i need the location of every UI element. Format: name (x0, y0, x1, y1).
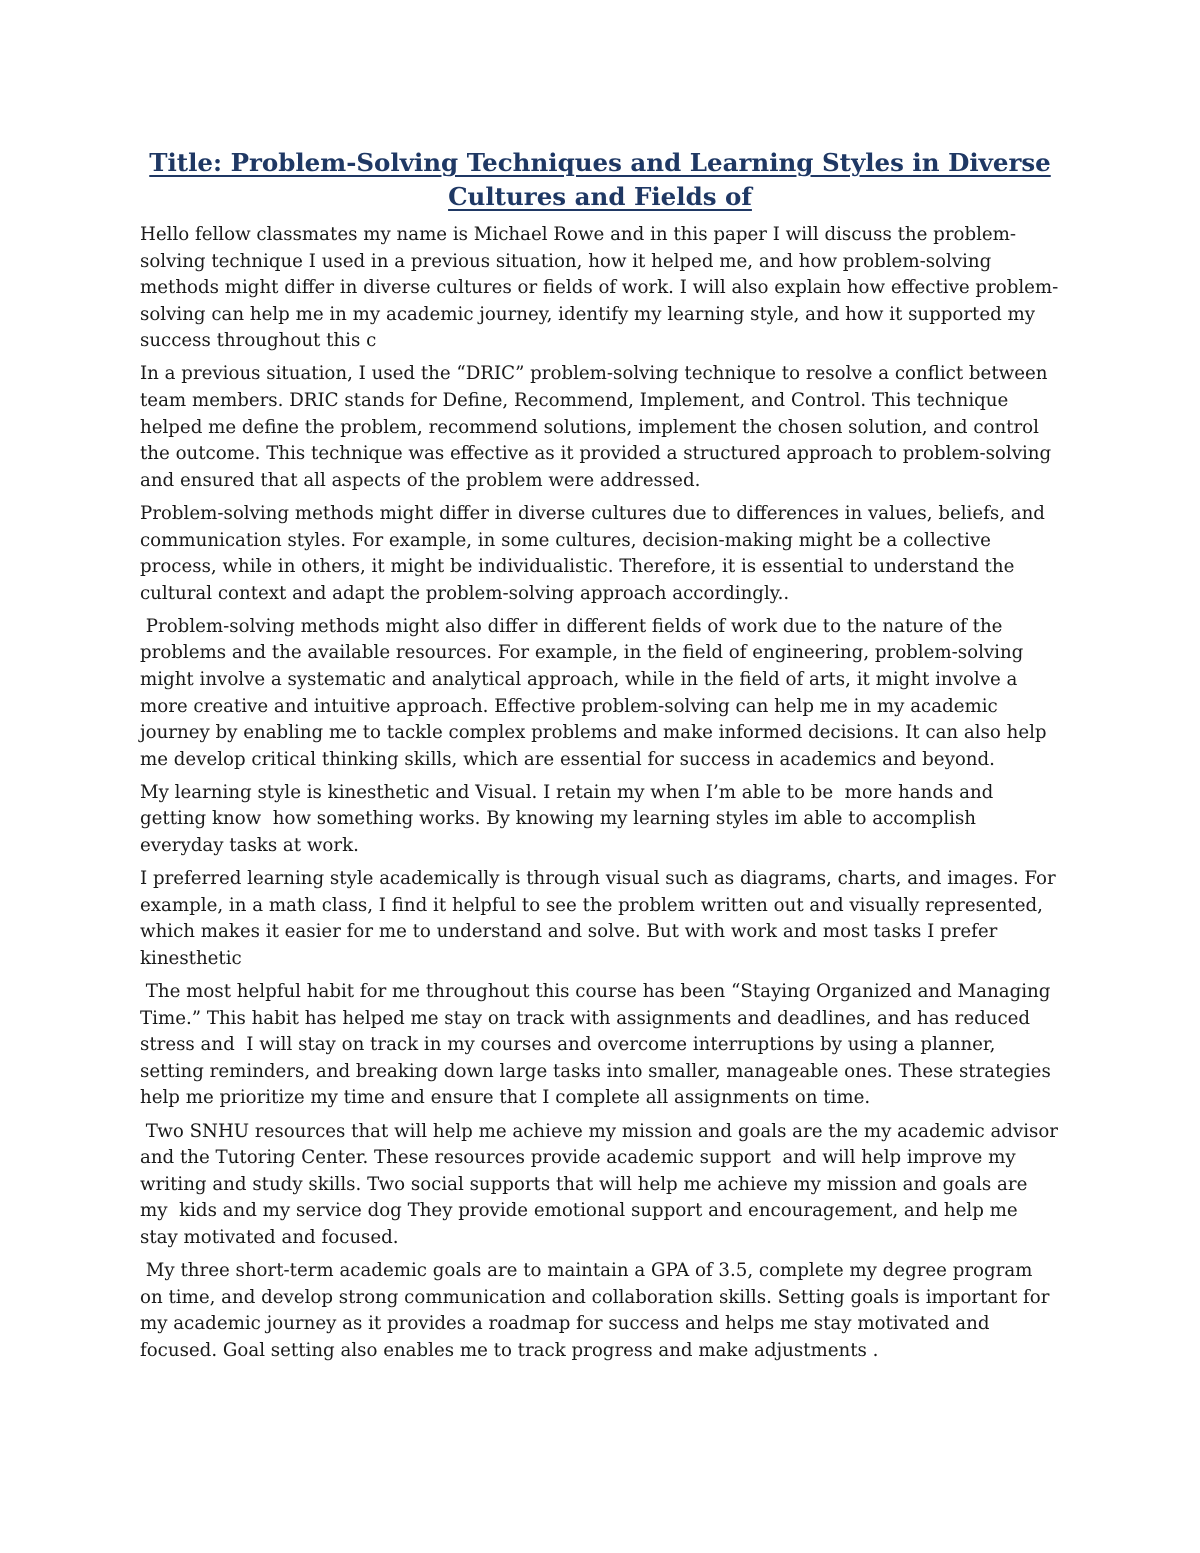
paragraph-intro: Hello fellow classmates my name is Michael Rowe and in this paper I will discuss the problem-solving technique I used in a previous situation, how it helped me, and how problem-solving methods might differ in diverse cultures or fields of work. I will also explain how effective problem-solving can help me in my academic journey, identify my learning style, and how it supported my success throughout this c (140, 224, 1059, 352)
paragraph-fields-of-work: Problem-solving methods might also differ in different fields of work due to the nature of the problems and the available resources. For example, in the field of engineering, problem-solving might involve a systematic and analytical approach, while in the field of arts, it might involve a more creative and intuitive approach. Effective problem-solving can help me in my academic journey by enabling me to tackle complex problems and make informed decisions. It can also help me develop critical thinking skills, which are essential for success in academics and beyond. (140, 615, 1053, 770)
paragraph-cultures: Problem-solving methods might differ in diverse cultures due to differences in values, beliefs, and communication styles. For example, in some cultures, decision-making might be a collective process, while in others, it might be individualistic. Therefore, it is essential to understand the cultural context and adapt the problem-solving approach accordingly.. (140, 502, 1051, 604)
document-body (140, 222, 1064, 1371)
paragraph-academic-learning-style: I preferred learning style academically is through visual such as diagrams, charts, and images. For example, in a math class, I find it helpful to see the problem written out and visually represented, which makes it easier for me to understand and solve. But with work and most tasks I prefer kinesthetic (140, 868, 1062, 969)
paragraph-helpful-habit: The most helpful habit for me throughout this course has been “Staying Organized and Managing Time.” This habit has helped me stay on track with assignments and deadlines, and has reduced stress and I will stay on track in my courses and overcome interruptions by using a planner, setting reminders, and breaking down large tasks into smaller, manageable ones. These strategies help me prioritize my time and ensure that I complete all assignments on time. (140, 981, 1057, 1109)
document-title: Title: Problem-Solving Techniques and Learning Styles in Diverse Cultures and Fields of (149, 148, 1051, 211)
paragraph-dric-technique: In a previous situation, I used the “DRIC” problem-solving technique to resolve a conflict between team members. DRIC stands for Define, Recommend, Implement, and Control. This technique helped me define the problem, recommend solutions, implement the chosen solution, and control the outcome. This technique was effective as it provided a structured approach to problem-solving and ensured that all aspects of the problem were addressed. (140, 363, 1057, 491)
paragraph-short-term-goals: My three short-term academic goals are to maintain a GPA of 3.5, complete my degree program on time, and develop strong communication and collaboration skills. Setting goals is important for my academic journey as it provides a roadmap for success and helps me stay motivated and focused. Goal setting also enables me to track progress and make adjustments . (140, 1259, 1056, 1361)
paragraph-learning-style: My learning style is kinesthetic and Visual. I retain my when I’m able to be more hands and getting know how something works. By knowing my learning styles im able to accomplish everyday tasks at work. (140, 781, 1000, 857)
paragraph-snhu-resources: Two SNHU resources that will help me achieve my mission and goals are the my academic advisor and the Tutoring Center. These resources provide academic support and will help improve my writing and study skills. Two social supports that will help me achieve my mission and goals are my kids and my service dog They provide emotional support and encouragement, and help me stay motivated and focused. (140, 1120, 1064, 1248)
